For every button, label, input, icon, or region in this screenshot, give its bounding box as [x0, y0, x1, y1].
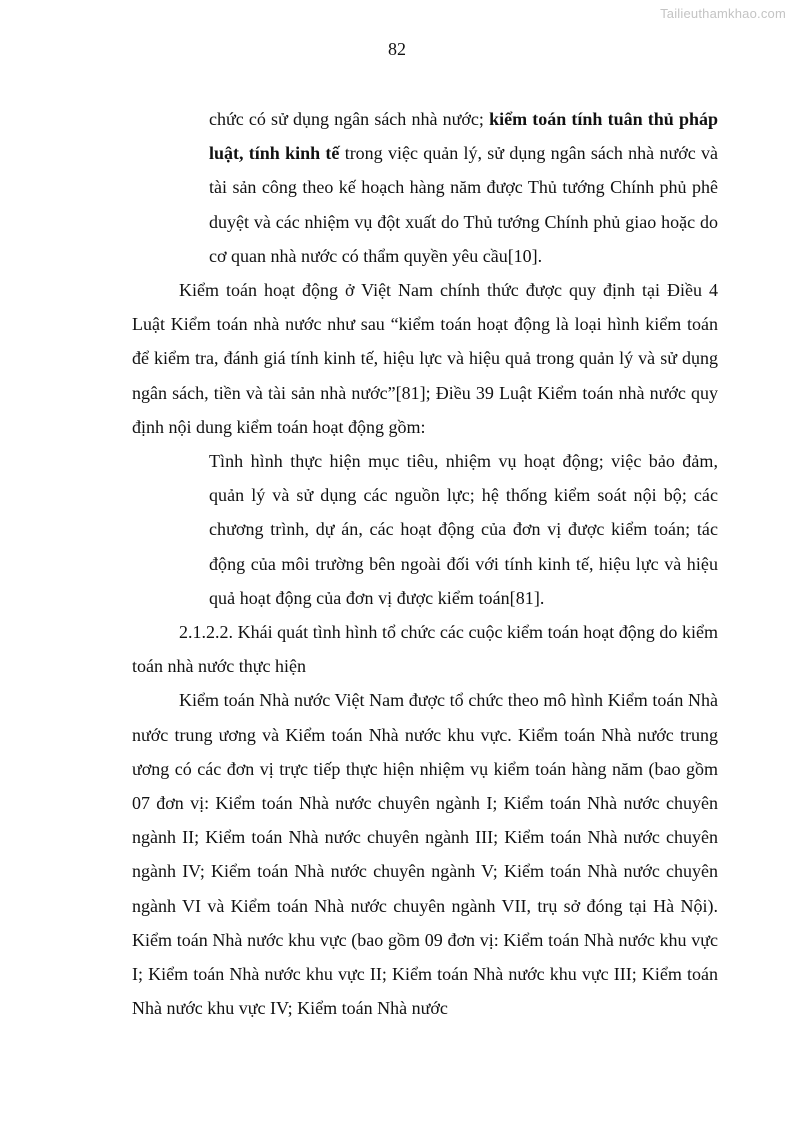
document-body: [132, 102, 718, 1025]
paragraph-text: trong việc quản lý, sử dụng ngân sách nhà nước và tài sản công theo kế hoạch hàng năm được Thủ tướng Chính phủ phê duyệt và các nhiệm vụ đột xuất do Thủ tướng Chính phủ giao hoặc do cơ quan nhà nước có thẩm quyền yêu cầu[10].: [209, 143, 718, 266]
paragraph-quote-continuation: [209, 102, 718, 273]
paragraph-legal-definition: Kiểm toán hoạt động ở Việt Nam chính thức được quy định tại Điều 4 Luật Kiểm toán nhà nước như sau “kiểm toán hoạt động là loại hình kiểm toán để kiểm tra, đánh giá tính kinh tế, hiệu lực và hiệu quả trong quản lý và sử dụng ngân sách, tiền và tài sản nhà nước”[81]; Điều 39 Luật Kiểm toán nhà nước quy định nội dung kiểm toán hoạt động gồm:: [132, 280, 718, 437]
paragraph-organization: Kiểm toán Nhà nước Việt Nam được tổ chức theo mô hình Kiểm toán Nhà nước trung ương và Kiểm toán Nhà nước khu vực. Kiểm toán Nhà nước trung ương có các đơn vị trực tiếp thực hiện nhiệm vụ kiểm toán hàng năm (bao gồm 07 đơn vị: Kiểm toán Nhà nước chuyên ngành I; Kiểm toán Nhà nước chuyên ngành II; Kiểm toán Nhà nước chuyên ngành III; Kiểm toán Nhà nước chuyên ngành IV; Kiểm toán Nhà nước chuyên ngành V; Kiểm toán Nhà nước chuyên ngành VI và Kiểm toán Nhà nước chuyên ngành VII, trụ sở đóng tại Hà Nội). Kiểm toán Nhà nước khu vực (bao gồm 09 đơn vị: Kiểm toán Nhà nước khu vực I; Kiểm toán Nhà nước khu vực II; Kiểm toán Nhà nước khu vực III; Kiểm toán Nhà nước khu vực IV; Kiểm toán Nhà nước: [132, 690, 718, 1019]
paragraph-quote-content: Tình hình thực hiện mục tiêu, nhiệm vụ hoạt động; việc bảo đảm, quản lý và sử dụng các nguồn lực; hệ thống kiểm soát nội bộ; các chương trình, dự án, các hoạt động của đơn vị được kiểm toán; tác động của môi trường bên ngoài đối với tính kinh tế, hiệu lực và hiệu quả hoạt động của đơn vị được kiểm toán[81].: [209, 451, 718, 608]
paragraph-text: chức có sử dụng ngân sách nhà nước;: [209, 109, 490, 129]
watermark: Tailieuthamkhao.com: [660, 6, 786, 21]
bold-phrase: kiểm toán tính tuân thủ pháp luật, tính kinh tế: [209, 109, 718, 164]
page-number: 82: [388, 39, 406, 59]
section-heading: 2.1.2.2. Khái quát tình hình tổ chức các cuộc kiểm toán hoạt động do kiểm toán nhà nước thực hiện: [132, 622, 718, 677]
